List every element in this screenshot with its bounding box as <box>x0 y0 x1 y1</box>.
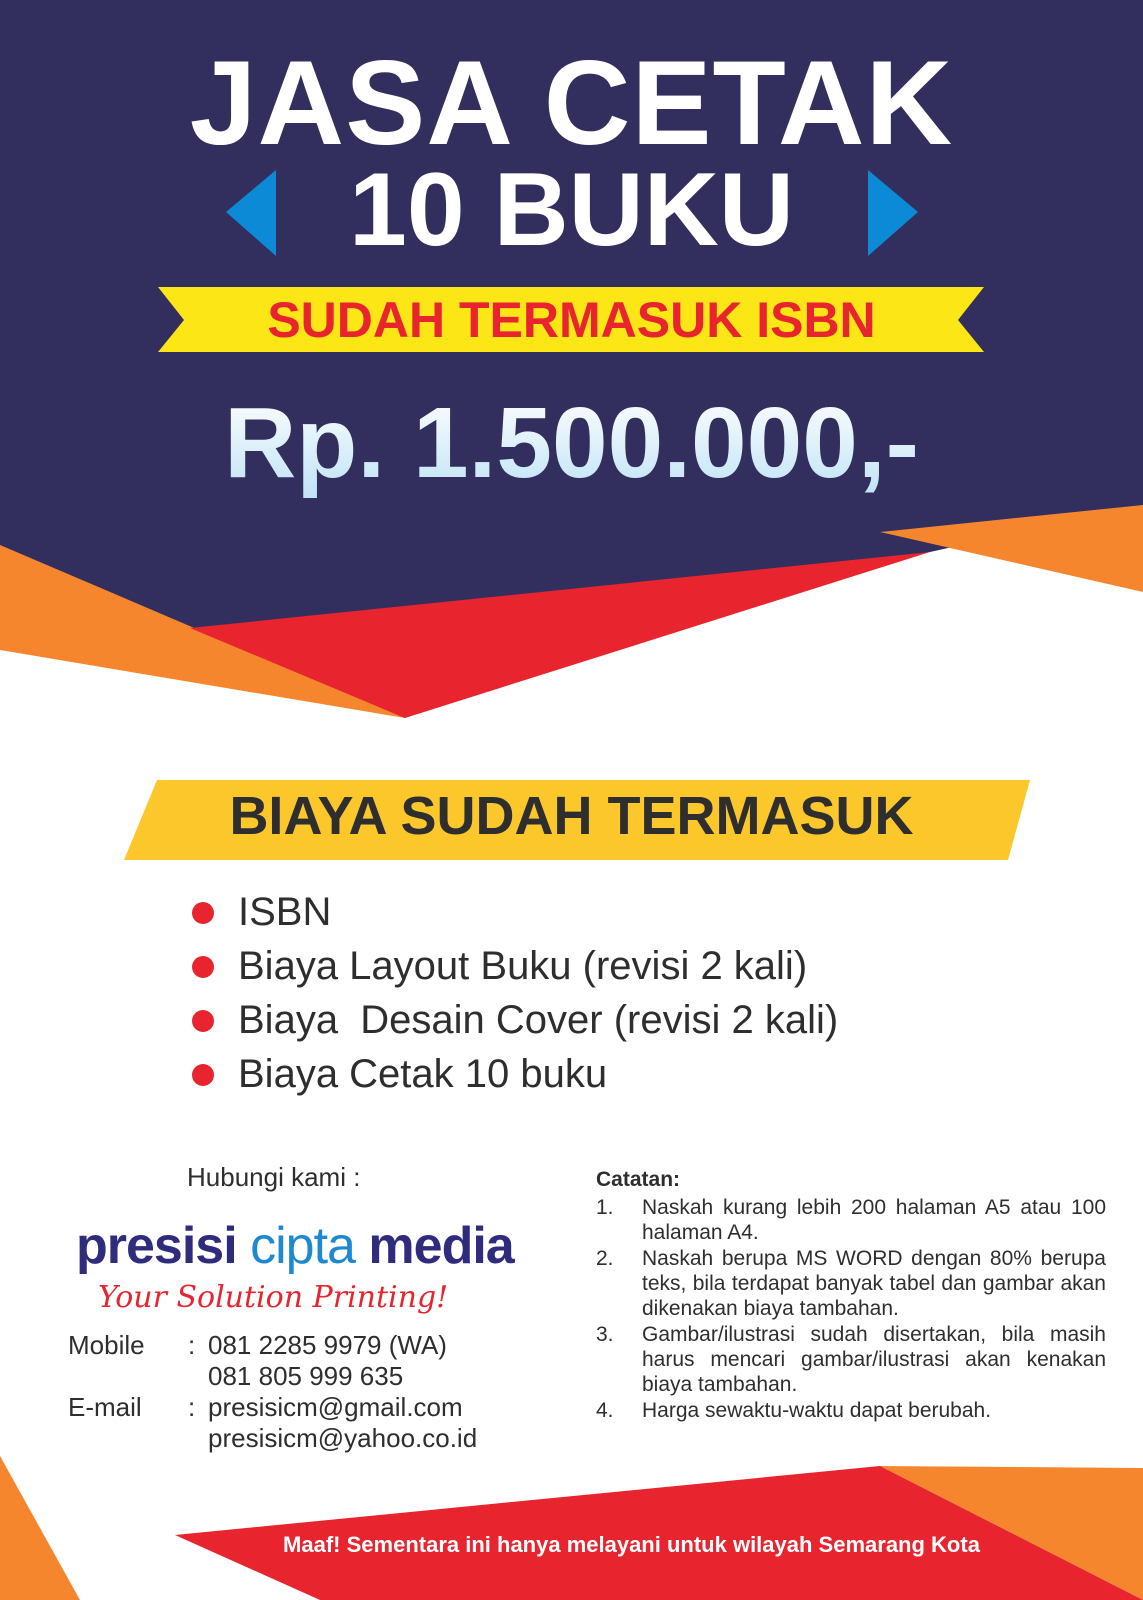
footer-orange-left <box>0 1456 80 1600</box>
email-address-2[interactable]: presisicm@yahoo.co.id <box>208 1423 478 1453</box>
email-colon: : <box>188 1392 196 1422</box>
list-item <box>190 993 838 1047</box>
mobile-colon: : <box>188 1330 196 1360</box>
note-text: Naskah berupa MS WORD dengan 80% berupa teks, bila terdapat banyak tabel dan gambar akan dikenakan biaya tambahan. <box>642 1247 1106 1320</box>
bullet-icon <box>192 1064 214 1086</box>
bullet-icon <box>192 902 214 924</box>
note-number: 2. <box>596 1247 614 1270</box>
note-item <box>596 1322 1106 1397</box>
note-text: Gambar/ilustrasi sudah disertakan, bila masih harus mencari gambar/ilustrasi akan kenakan biaya tambahan. <box>642 1323 1106 1396</box>
logo-word-presisi: presisi <box>76 1217 237 1275</box>
list-item-text: ISBN <box>238 890 332 934</box>
isbn-banner-text: SUDAH TERMASUK ISBN <box>267 292 876 348</box>
note-number: 4. <box>596 1399 614 1422</box>
mobile-number-2[interactable]: 081 805 999 635 <box>208 1361 404 1391</box>
company-logo <box>76 1216 514 1276</box>
note-item <box>596 1195 1106 1245</box>
note-number: 1. <box>596 1196 614 1219</box>
section-heading: BIAYA SUDAH TERMASUK <box>229 786 914 846</box>
mobile-label: Mobile <box>68 1330 145 1360</box>
email-address-1[interactable]: presisicm@gmail.com <box>208 1392 463 1422</box>
note-item <box>596 1398 1106 1423</box>
mobile-number-1[interactable]: 081 2285 9979 (WA) <box>208 1330 447 1360</box>
logo-word-cipta: cipta <box>250 1217 355 1275</box>
note-number: 3. <box>596 1323 614 1346</box>
list-item-text: Biaya Desain Cover (revisi 2 kali) <box>238 998 839 1042</box>
list-item-text: Biaya Cetak 10 buku <box>238 1052 608 1096</box>
price: Rp. 1.500.000,- <box>0 388 1143 498</box>
note-text: Naskah kurang lebih 200 halaman A5 atau 100 halaman A4. <box>642 1196 1106 1244</box>
included-items-list <box>190 885 838 1101</box>
contact-label: Hubungi kami : <box>187 1162 361 1192</box>
note-text: Harga sewaktu-waktu dapat berubah. <box>642 1399 992 1422</box>
title-line-2: 10 BUKU <box>349 152 794 268</box>
note-item <box>596 1246 1106 1321</box>
footer-notice: Maaf! Sementara ini hanya melayani untuk wilayah Semarang Kota <box>283 1532 980 1557</box>
bullet-icon <box>192 1010 214 1032</box>
list-item-text: Biaya Layout Buku (revisi 2 kali) <box>238 944 808 988</box>
bullet-icon <box>192 956 214 978</box>
list-item <box>190 1047 838 1101</box>
logo-tagline: Your Solution Printing! <box>98 1280 449 1315</box>
list-item <box>190 885 838 939</box>
logo-word-media: media <box>368 1217 514 1275</box>
email-label: E-mail <box>68 1392 142 1422</box>
notes-title: Catatan: <box>596 1168 681 1191</box>
title-line-1: JASA CETAK <box>189 36 954 170</box>
list-item <box>190 939 838 993</box>
notes-list <box>596 1195 1106 1424</box>
